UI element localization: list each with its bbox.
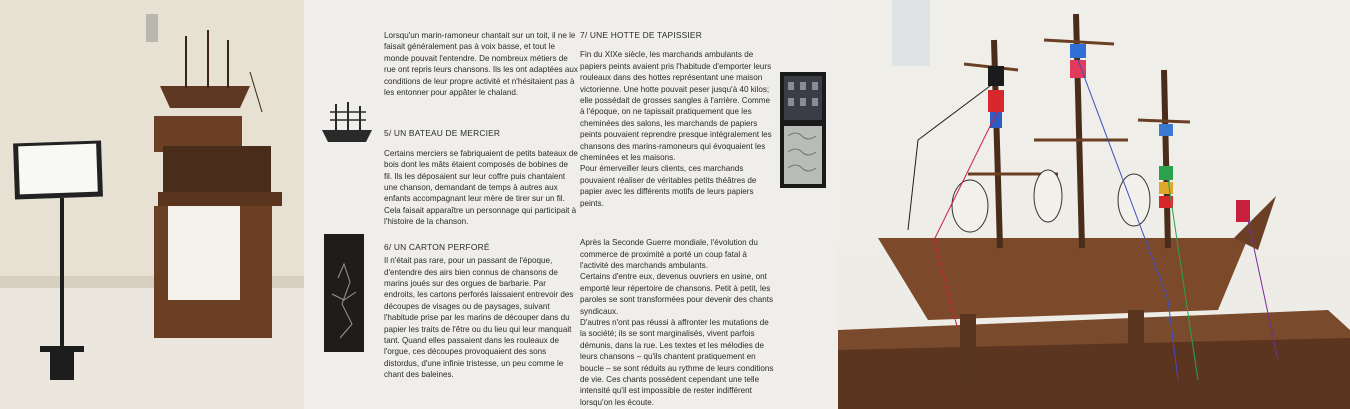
section-7-title: 7/ UNE HOTTE DE TAPISSIER (580, 30, 702, 40)
photo-gallery-exhibit (0, 0, 304, 409)
photo-text-panel (304, 0, 838, 409)
section-6-title: 6/ UN CARTON PERFORÉ (384, 241, 490, 252)
outro-paragraph-3: D'autres n'ont pas réussi à affronter les mutations de la société; ils se sont marginalisés, vivent parfois démunis, dans la rue. Les textes et les mélodies de leurs chansons – qu'ils chantent pratiquement en boucle – se sont réduits au rythme de leurs conditions de vie. Ces chants possèdent cependant une telle intensité qu'il est impossible de rester indifférent lorsqu'on les écoute. (580, 317, 774, 407)
text-column-left (384, 30, 578, 381)
bobbin-ship-illustration (838, 0, 1350, 409)
outro-paragraph-1: Après la Seconde Guerre mondiale, l'évolution du commerce de proximité a porté un coup fatal à l'activité des marchands ambulants. (580, 238, 758, 270)
wallpaper-basket-thumbnail (780, 72, 826, 188)
ship-thumbnail-icon (318, 100, 376, 150)
section-6-text: Il n'était pas rare, pour un passant de l'époque, d'entendre des airs bien connus de chansons de marins joués sur des orgues de barbarie. Par endroits, les cartons perforés laissaient entrevoir des découpes de visages ou de paysages, suivant l'habitude prise par les marins de découper dans du papier les traits de l'être ou du lieu qui leur manquait tant. Quand elles passaient dans les rouleaux de l'orgue, ces découpes provoquaient des sons distordus, d'une infinie tristesse, un peu comme le chant des baleines. (384, 256, 574, 380)
punched-card-thumbnail (324, 234, 364, 352)
section-5-title: 5/ UN BATEAU DE MERCIER (384, 128, 501, 139)
section-7-paragraph-2: Pour émerveiller leurs clients, ces marchands pouvaient réaliser de véritables petits théâtres de papier avec les différents motifs de leurs papiers peints. (580, 164, 757, 208)
outro-paragraph-2: Certains d'entre eux, devenus ouvriers en usine, ont emporté leur répertoire de chansons. Petit à petit, les paroles se sont transformées pour devenir des chants syndicaux. (580, 272, 774, 316)
photo-bobbin-ship-closeup (838, 0, 1350, 409)
section-7-paragraph-1: Fin du XIXe siècle, les marchands ambulants de papiers peints avaient pris l'habitude d'emporter leurs rouleaux dans des hottes représentant une maison victorienne. Une hotte pouvait peser jusqu'à 40 kilos; elle possédait de grosses sangles à l'arrière. Comme à l'époque, on ne tapissait pratiquement que les cheminées des salons, les marchands de papiers peints pouvaient reprendre presque intégralement les chansons des marins-ramoneurs qui évoquaient les cheminées et les maisons. (580, 50, 772, 163)
section-5-text: Certains merciers se fabriquaient de petits bateaux de bois dont les mâts étaient composés de bobines de fil. Ils les déposaient sur leur coffre puis chantaient une chanson, demandant de temps à autres aux enfants accompagnant leur mère de tirer sur un fil. Cela faisait apparaître un personnage qui participait à l'histoire de la chanson. (384, 148, 578, 227)
intro-paragraph: Lorsqu'un marin-ramoneur chantait sur un toit, il ne le faisait généralement pas à voix basse, et tout le monde pouvait l'entendre. De nombreux métiers de rue ont repris leurs chansons. Ils les ont adaptées aux conditions de leur propre activité et n'hésitaient pas à les entonner pour appâter le chaland. (384, 31, 578, 98)
gallery-scene-illustration (0, 0, 304, 409)
victorian-house-drawing (780, 72, 826, 188)
text-column-right (580, 30, 774, 408)
punched-card-drawing (324, 234, 364, 352)
